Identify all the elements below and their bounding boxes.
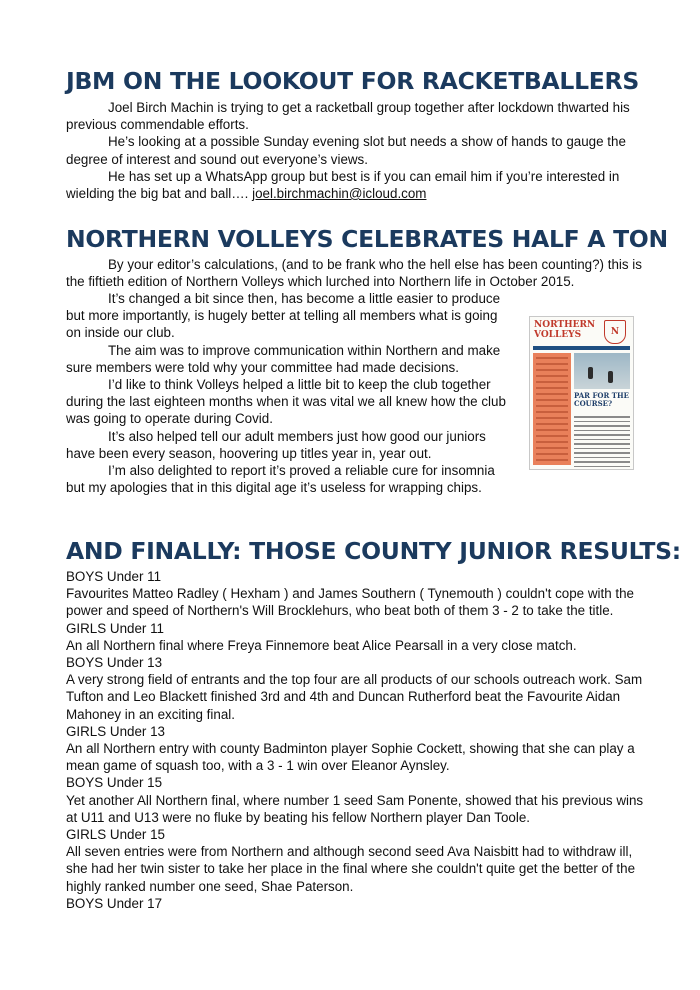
paragraph: The aim was to improve communication within Northern and make sure members were told why your committee had made decisions. (66, 342, 501, 375)
paragraph: I’d like to think Volleys helped a little bit to keep the club together during the last eighteen months when it was vital we all knew how the club was going to operate during Covid. (66, 377, 506, 427)
results-line: Yet another All Northern final, where number 1 seed Sam Ponente, showed that his previous wins at U11 and U13 were no fluke by beating his fellow Northern player Dan Toole. (66, 792, 644, 825)
racketball-article (66, 99, 656, 202)
results-line: BOYS Under 13 (66, 655, 163, 671)
paragraph: By your editor’s calculations, (and to be frank who the hell else has been counting?) this is the fiftieth edition of Northern Volleys which lurched into Northern life in October 2015. (66, 257, 642, 290)
results-line: GIRLS Under 11 (66, 620, 164, 636)
racketball-heading: JBM ON THE LOOKOUT FOR RACKETBALLERS (66, 67, 639, 95)
thumbnail-headline (574, 392, 630, 408)
thumbnail-sidebar-column (533, 353, 571, 465)
results-list (66, 568, 646, 912)
results-line: All seven entries were from Northern and although second seed Ava Naisbitt had to withdraw ill, she had her twin sister to take her place in the final where she couldn't quite get the better of the highly ranked number one seed, Shae Paterson. (66, 844, 636, 894)
results-line: Favourites Matteo Radley ( Hexham ) and James Southern ( Tynemouth ) couldn't cope with the power and speed of Northern's Will Brocklehurs, who beat both of them 3 - 2 to take the title. (66, 586, 634, 619)
newsletter-cover-thumbnail (529, 316, 634, 470)
paragraph: He’s looking at a possible Sunday evening slot but needs a show of hands to gauge the degree of interest and sound out everyone’s views. (66, 134, 626, 167)
results-line: GIRLS Under 13 (66, 723, 165, 739)
paragraph: It’s also helped tell our adult members just how good our juniors have been every season, hoovering up titles year in, year out. (66, 428, 486, 461)
results-line: BOYS Under 15 (66, 775, 163, 791)
results-line: GIRLS Under 15 (66, 827, 165, 843)
volleys-intro (66, 256, 656, 290)
volleys-article (66, 290, 506, 496)
squash-photo (574, 353, 630, 389)
paragraph (66, 168, 656, 202)
email-link[interactable]: joel.birchmachin@icloud.com (252, 186, 427, 202)
thumbnail-band (533, 346, 630, 350)
paragraph-text: He has set up a WhatsApp group but best is if you can email him if you’re interested in wielding the big bat and ball…. (66, 168, 620, 202)
club-crest-icon: N (604, 320, 626, 344)
headline-line: PAR FOR THE (574, 391, 629, 400)
volleys-heading: NORTHERN VOLLEYS CELEBRATES HALF A TON (66, 225, 668, 253)
results-line: An all Northern entry with county Badminton player Sophie Cockett, showing that she can play a mean game of squash too, with a 3 - 1 win over Eleanor Aynsley. (66, 741, 635, 774)
results-line: A very strong field of entrants and the top four are all products of our schools outreach work. Sam Tufton and Leo Blackett finished 3rd and 4th and Duncan Rutherford beat the Favourite Aidan Mahoney in an exciting final. (66, 672, 643, 722)
masthead-line: NORTHERN (534, 320, 596, 330)
results-line: BOYS Under 17 (66, 895, 163, 911)
paragraph: I’m also delighted to report it’s proved a reliable cure for insomnia but my apologies that in this digital age it’s useless for wrapping chips. (66, 463, 495, 496)
results-line: BOYS Under 11 (66, 569, 162, 584)
thumbnail-text-lines (574, 413, 630, 467)
paragraph: It’s changed a bit since then, has become a little easier to produce but more importantly, is hugely better at telling all members what is going on inside our club. (66, 291, 501, 341)
results-line: An all Northern final where Freya Finnemore beat Alice Pearsall in a very close match. (66, 637, 577, 653)
results-heading: AND FINALLY: THOSE COUNTY JUNIOR RESULTS: (66, 537, 681, 565)
masthead-line: VOLLEYS (534, 330, 582, 340)
headline-line: COURSE? (574, 399, 613, 408)
paragraph: Joel Birch Machin is trying to get a racketball group together after lockdown thwarted his previous commendable efforts. (66, 100, 630, 133)
